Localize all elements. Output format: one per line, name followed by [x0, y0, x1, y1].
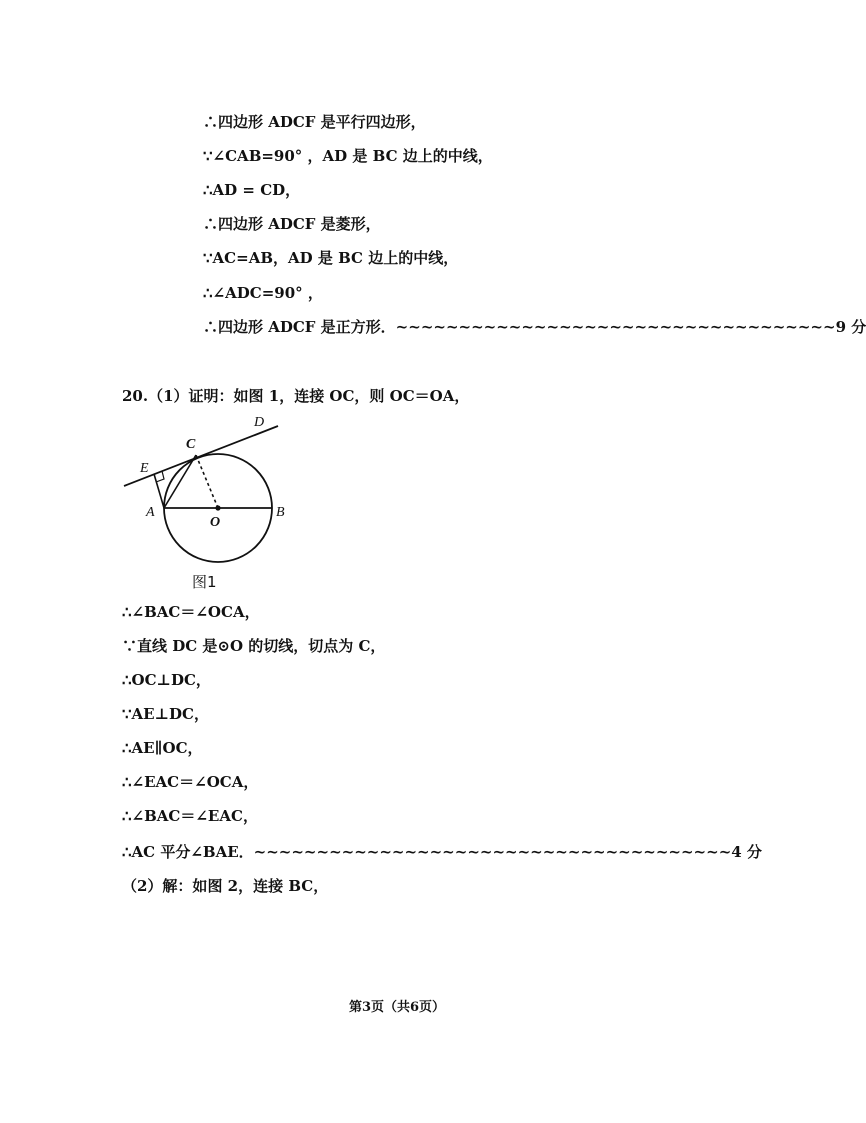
figure-1: [118, 410, 288, 595]
q20-proof-line-1: ∴∠BAC＝∠OCA，: [122, 603, 260, 621]
figure-1-caption: 图1: [192, 573, 217, 591]
label-c: C: [186, 437, 196, 452]
proof-line-3: ∴AD = CD，: [203, 181, 301, 199]
q20-proof-line-4: ∵AE⊥DC，: [122, 705, 209, 723]
label-a: A: [146, 505, 155, 520]
center-point: [215, 505, 220, 510]
proof-line-6: ∴∠ADC=90° ，: [203, 284, 323, 302]
proof-line-1: ∴四边形 ADCF 是平行四边形，: [203, 113, 426, 131]
q20-proof-line-2: ∵直线 DC 是⊙O 的切线，切点为 C，: [122, 637, 386, 655]
page-footer: 第3页（共6页）: [348, 1000, 446, 1015]
q20-proof-line-5: ∴AE∥OC，: [122, 739, 203, 757]
q20-proof-line-7: ∴∠BAC＝∠EAC，: [122, 807, 258, 825]
label-o: O: [210, 515, 221, 530]
proof-line-2: ∵∠CAB=90° ，AD 是 BC 边上的中线，: [203, 147, 493, 165]
label-e: E: [140, 461, 149, 476]
label-b: B: [276, 505, 285, 520]
segment-ac: [164, 455, 196, 508]
q20-proof-line-3: ∴OC⊥DC，: [122, 671, 211, 689]
q20-part-2: （2）解：如图 2，连接 BC，: [122, 877, 329, 895]
proof-line-5: ∵AC=AB，AD 是 BC 边上的中线，: [203, 249, 459, 267]
proof-line-4: ∴四边形 ADCF 是菱形，: [203, 215, 381, 233]
segment-oc-dashed: [196, 455, 218, 508]
q20-proof-line-8-score: ∴AC 平分∠BAE．~~~~~~~~~~~~~~~~~~~~~~~~~~~~~~~~~~~~~~4 分: [122, 843, 762, 861]
proof-line-7-score: ∴四边形 ADCF 是正方形．~~~~~~~~~~~~~~~~~~~~~~~~~~~~~~~~~~~9 分: [203, 318, 866, 336]
q20-proof-line-6: ∴∠EAC＝∠OCA，: [122, 773, 259, 791]
figure-1-diagram: [118, 410, 288, 595]
label-d: D: [254, 415, 265, 430]
tangent-line-dc: [124, 426, 278, 486]
question-20-header: 20.（1）证明：如图 1，连接 OC，则 OC＝OA，: [122, 387, 470, 405]
